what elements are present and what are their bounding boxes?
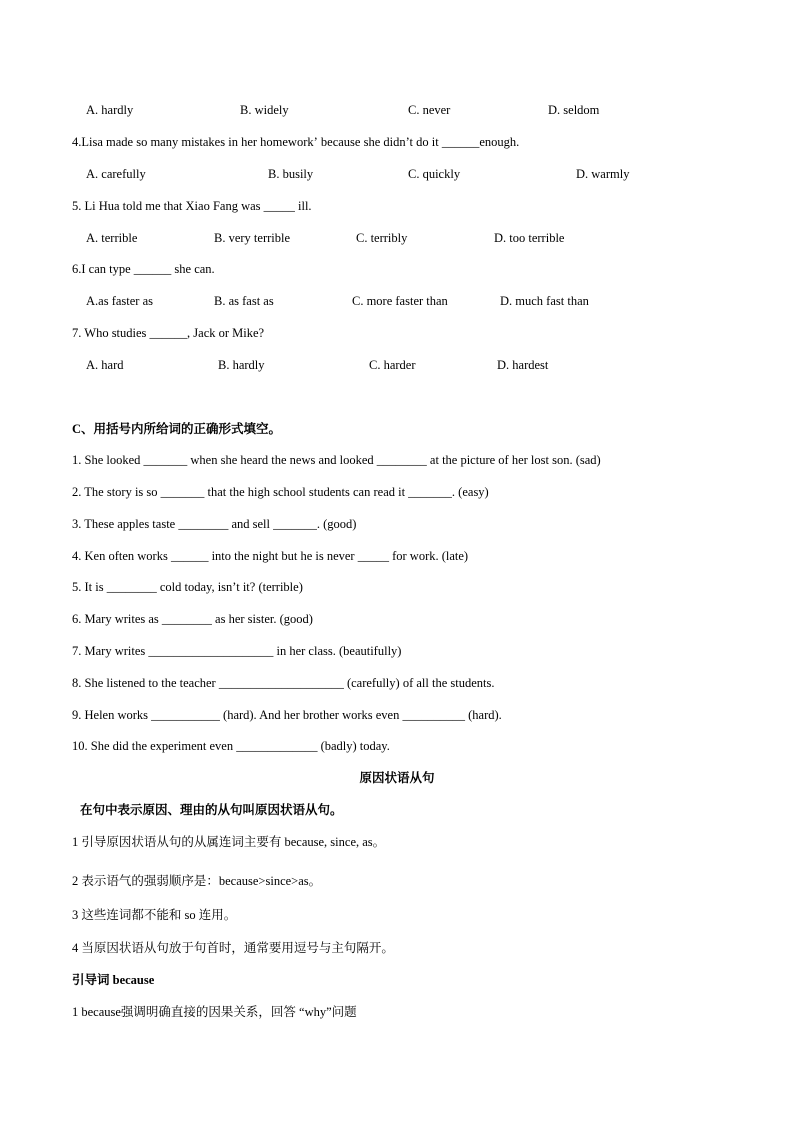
grammar-point-4: 4 当原因状语从句放于句首时，通常要用逗号与主句隔开。 <box>72 941 394 955</box>
grammar-because-note: 1 because强调明确直接的因果关系，回答 “why”问题 <box>72 1005 357 1019</box>
section-c-item-1: 1. She looked _______ when she heard the news and looked ________ at the picture of her lost son. (sad) <box>72 453 601 467</box>
q7-option-d: D. hardest <box>497 358 549 372</box>
q3-option-d: D. seldom <box>548 103 600 117</box>
q4-option-d: D. warmly <box>576 167 630 181</box>
grammar-definition: 在句中表示原因、理由的从句叫原因状语从句。 <box>80 803 343 817</box>
q3-option-c: C. never <box>408 103 451 117</box>
q7-option-c: C. harder <box>369 358 416 372</box>
q7-stem: 7. Who studies ______, Jack or Mike? <box>72 326 265 340</box>
q6-option-b: B. as fast as <box>214 294 274 308</box>
q4-option-b: B. busily <box>268 167 314 181</box>
q6-option-a: A.as faster as <box>86 294 153 308</box>
q4-option-c: C. quickly <box>408 167 461 181</box>
section-c-heading: C、用括号内所给词的正确形式填空。 <box>72 422 282 436</box>
section-c-item-5: 5. It is ________ cold today, isn’t it? (terrible) <box>72 580 303 594</box>
q6-option-c: C. more faster than <box>352 294 448 308</box>
q5-option-b: B. very terrible <box>214 231 291 245</box>
grammar-point-3: 3 这些连词都不能和 so 连用。 <box>72 908 237 922</box>
q5-stem: 5. Li Hua told me that Xiao Fang was _____ ill. <box>72 199 312 213</box>
grammar-subheading: 引导词 because <box>72 973 155 987</box>
q6-option-d: D. much fast than <box>500 294 589 308</box>
q5-option-c: C. terribly <box>356 231 408 245</box>
q3-option-a: A. hardly <box>86 103 134 117</box>
section-c-item-3: 3. These apples taste ________ and sell _______. (good) <box>72 517 357 531</box>
section-c-item-9: 9. Helen works ___________ (hard). And her brother works even __________ (hard). <box>72 708 502 722</box>
q5-option-d: D. too terrible <box>494 231 565 245</box>
section-c-item-8: 8. She listened to the teacher ____________________ (carefully) of all the students. <box>72 676 495 690</box>
section-c-item-2: 2. The story is so _______ that the high school students can read it _______. (easy) <box>72 485 489 499</box>
grammar-point-2: 2 表示语气的强弱顺序是：because>since>as。 <box>72 874 322 888</box>
q7-option-a: A. hard <box>86 358 124 372</box>
section-c-item-7: 7. Mary writes ____________________ in her class. (beautifully) <box>72 644 402 658</box>
q4-option-a: A. carefully <box>86 167 146 181</box>
section-c-item-6: 6. Mary writes as ________ as her sister. (good) <box>72 612 313 626</box>
q7-option-b: B. hardly <box>218 358 265 372</box>
q3-option-b: B. widely <box>240 103 289 117</box>
q5-option-a: A. terrible <box>86 231 138 245</box>
section-c-item-4: 4. Ken often works ______ into the night but he is never _____ for work. (late) <box>72 549 469 563</box>
q4-stem: 4.Lisa made so many mistakes in her homeworkʼ because she didn’t do it ______enough. <box>72 135 520 149</box>
section-c-item-10: 10. She did the experiment even _____________ (badly) today. <box>72 739 390 753</box>
grammar-title: 原因状语从句 <box>359 771 435 785</box>
q6-stem: 6.I can type ______ she can. <box>72 262 215 276</box>
grammar-point-1: 1 引导原因状语从句的从属连词主要有 because, since, as。 <box>72 835 386 849</box>
